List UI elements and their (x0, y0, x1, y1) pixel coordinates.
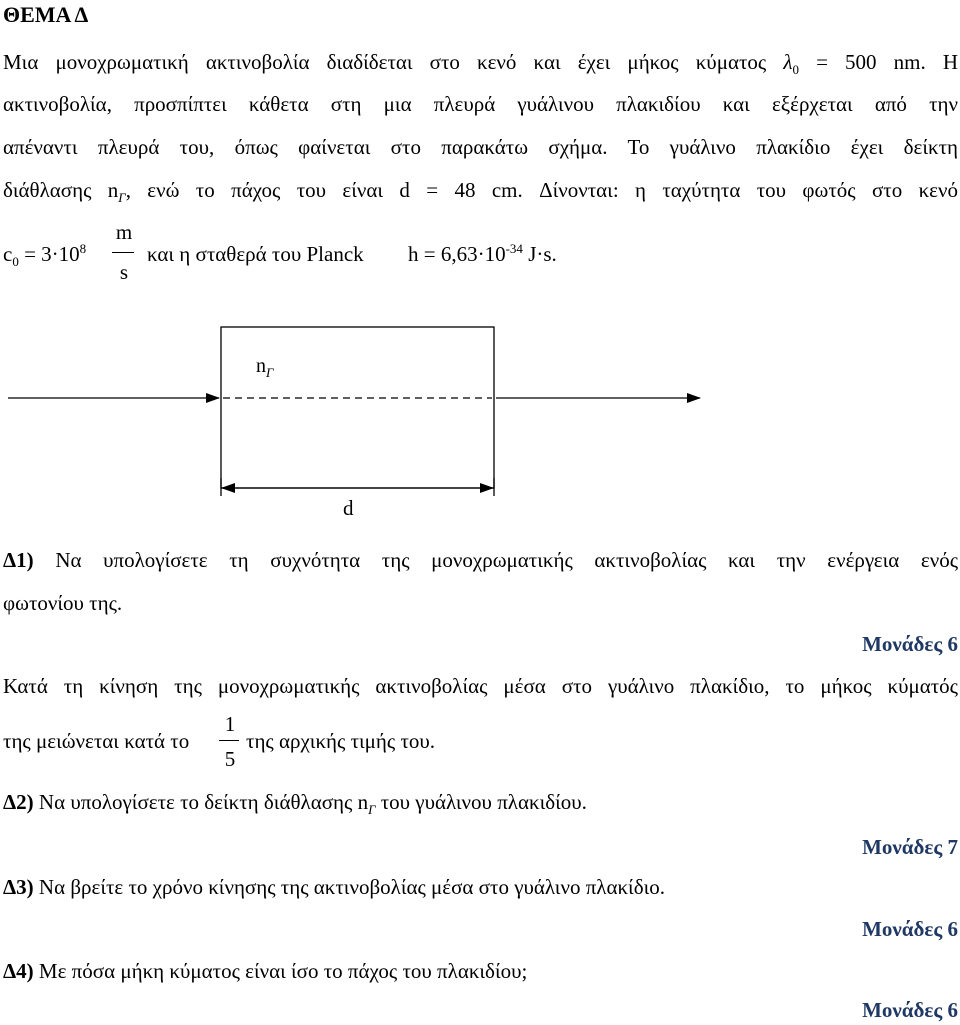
context-line-2-b: της αρχικής τιμής του. (246, 729, 436, 753)
question-1-line-2: φωτονίου της. (3, 591, 123, 615)
thickness-label: d (343, 496, 354, 520)
refractive-index-label: $n_\Gamma$ (256, 355, 274, 380)
planck-text: και η σταθερά του Planck (147, 242, 364, 266)
context-line-2-a: της μειώνεται κατά το (3, 729, 190, 753)
question-2-points: Μονάδες 7 (862, 835, 958, 859)
one-fifth-denominator: 5 (224, 747, 236, 771)
unit-fraction-denominator: s (119, 260, 129, 284)
glass-plate (221, 327, 494, 488)
intro-line-4: διάθλασης $n_\Gamma$, ενώ το πάχος του είναι d = 48 cm. Δίνονται: η ταχύτητα του φωτός στο κενό (3, 178, 958, 206)
page-title: ΘΕΜΑ Δ (3, 2, 89, 27)
intro-line-1: Μια μονοχρωματική ακτινοβολία διαδίδεται στο κενό και έχει μήκος κύματος $\lambda_0 = 500$ nm. Η (3, 50, 959, 78)
question-1-points: Μονάδες 6 (862, 632, 958, 656)
planck-formula: $h = 6,63\cdot 10^{-34}$ J·s. (408, 241, 557, 266)
question-3-points: Μονάδες 6 (862, 917, 958, 941)
one-fifth-bar (219, 740, 239, 741)
speed-of-light-formula: $c_0 = 3\cdot 10^8$ (3, 241, 87, 270)
question-2: Δ2) Να υπολογίσετε το δείκτη διάθλασης $n_\Gamma$ του γυάλινου πλακιδίου. (3, 790, 587, 818)
one-fifth-numerator: 1 (224, 712, 236, 736)
intro-line-3: απέναντι πλευρά του, όπως φαίνεται στο παρακάτω σχήμα. Το γυάλινο πλακίδιο έχει δείκτη (3, 135, 958, 159)
question-1-line-1: Δ1) Να υπολογίσετε τη συχνότητα της μονοχρωματικής ακτινοβολίας και την ενέργεια ενός (3, 548, 959, 572)
intro-line-2: ακτινοβολία, προσπίπτει κάθετα στη μια πλευρά γυάλινου πλακιδίου και εξέρχεται από την (3, 92, 958, 116)
question-4: Δ4) Με πόσα μήκη κύματος είναι ίσο το πάχος του πλακιδίου; (3, 959, 528, 983)
context-line-1: Κατά τη κίνηση της μονοχρωματικής ακτινοβολίας μέσα στο γυάλινο πλακίδιο, το μήκος κύματός (3, 674, 958, 698)
question-4-points: Μονάδες 6 (862, 998, 958, 1022)
question-3: Δ3) Να βρείτε το χρόνο κίνησης της ακτινοβολίας μέσα στο γυάλινο πλακίδιο. (3, 875, 666, 899)
unit-fraction-numerator: m (115, 220, 133, 244)
